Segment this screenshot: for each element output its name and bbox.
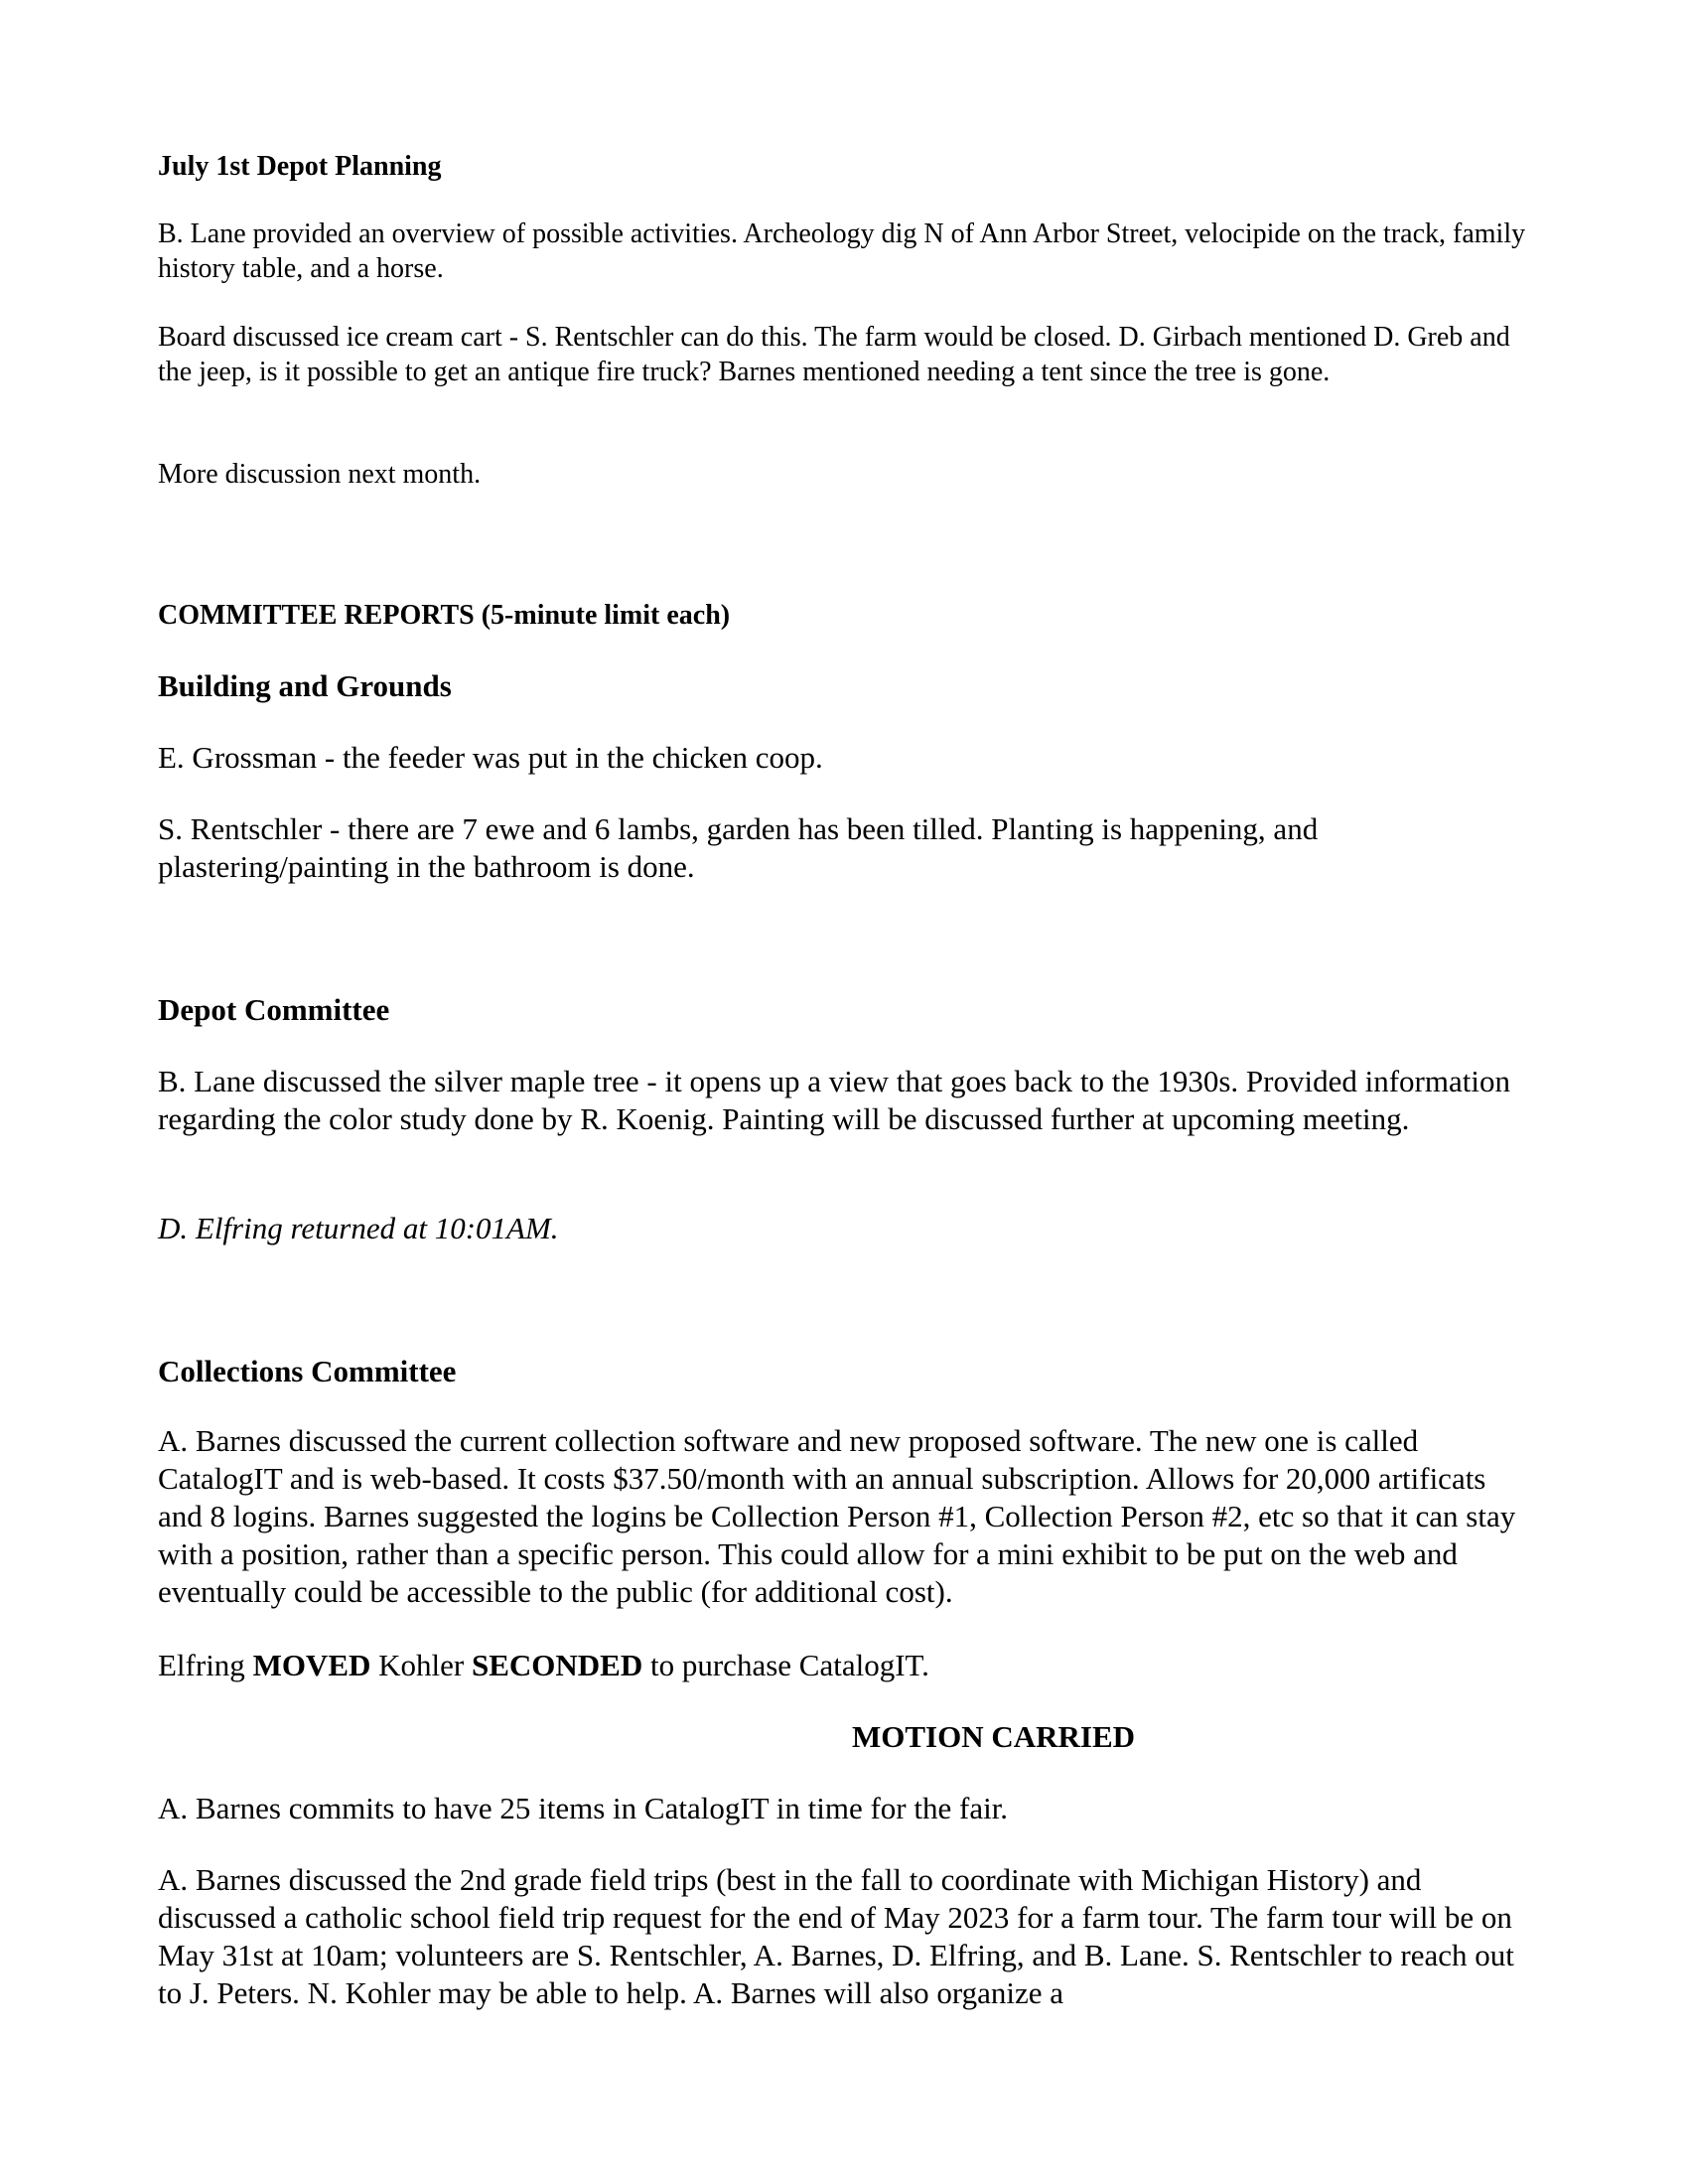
collections-paragraph-1: A. Barnes discussed the current collection software and new proposed software. The new one is called CatalogIT and is web-based. It costs $37.50/month with an annual subscription. Allows for 20,000 artificats and 8 logins. Barnes suggested the logins be Collection Person #1, Collection Person #2, etc so that it can stay with a position, rather than a specific person. This could allow for a mini exhibit to be put on the web and eventually could be accessible to the public (for additional cost). bbox=[158, 1423, 1516, 1609]
depot-planning-heading: July 1st Depot Planning bbox=[158, 151, 442, 182]
collections-paragraph-3: A. Barnes discussed the 2nd grade field trips (best in the fall to coordinate with Michigan History) and discussed a catholic school field trip request for the end of May 2023 for a farm tour. The farm tour will be on May 31st at 10am; volunteers are S. Rentschler, A. Barnes, D. Elfring, and B. Lane. S. Rentschler to reach out to J. Peters. N. Kohler may be able to help. A. Barnes will also organize a bbox=[158, 1862, 1514, 2010]
depot-planning-paragraph-2: Board discussed ice cream cart - S. Rentschler can do this. The farm would be closed. D. Girbach mentioned D. Greb and the jeep, is it possible to get an antique fire truck? Barnes mentioned needing a tent since the tree is gone. bbox=[158, 322, 1510, 387]
motion-seconder: Kohler bbox=[378, 1648, 465, 1682]
committee-reports-heading: COMMITTEE REPORTS (5-minute limit each) bbox=[158, 600, 731, 631]
attendance-note: D. Elfring returned at 10:01AM. bbox=[158, 1211, 559, 1245]
building-grounds-heading: Building and Grounds bbox=[158, 668, 452, 703]
depot-planning-paragraph-3: More discussion next month. bbox=[158, 459, 482, 490]
motion-line bbox=[158, 1647, 1528, 1684]
collections-heading: Collections Committee bbox=[158, 1354, 457, 1388]
building-grounds-paragraph-1: E. Grossman - the feeder was put in the chicken coop. bbox=[158, 740, 823, 775]
depot-committee-paragraph: B. Lane discussed the silver maple tree - it opens up a view that goes back to the 1930s. Provided information regarding the color study done by R. Koenig. Painting will be discussed further at upcoming meeting. bbox=[158, 1064, 1510, 1136]
motion-carried: MOTION CARRIED bbox=[852, 1719, 1136, 1754]
depot-committee-heading: Depot Committee bbox=[158, 992, 390, 1027]
motion-seconded: SECONDED bbox=[471, 1648, 643, 1682]
motion-mover: Elfring bbox=[158, 1648, 245, 1682]
motion-moved: MOVED bbox=[252, 1648, 371, 1682]
depot-planning-paragraph-1: B. Lane provided an overview of possible activities. Archeology dig N of Ann Arbor Street, velocipide on the track, family history table, and a horse. bbox=[158, 218, 1526, 284]
collections-paragraph-2: A. Barnes commits to have 25 items in CatalogIT in time for the fair. bbox=[158, 1791, 1009, 1825]
building-grounds-paragraph-2: S. Rentschler - there are 7 ewe and 6 lambs, garden has been tilled. Planting is happening, and plastering/painting in the bathroom is done. bbox=[158, 811, 1319, 884]
motion-text: to purchase CatalogIT. bbox=[650, 1648, 929, 1682]
